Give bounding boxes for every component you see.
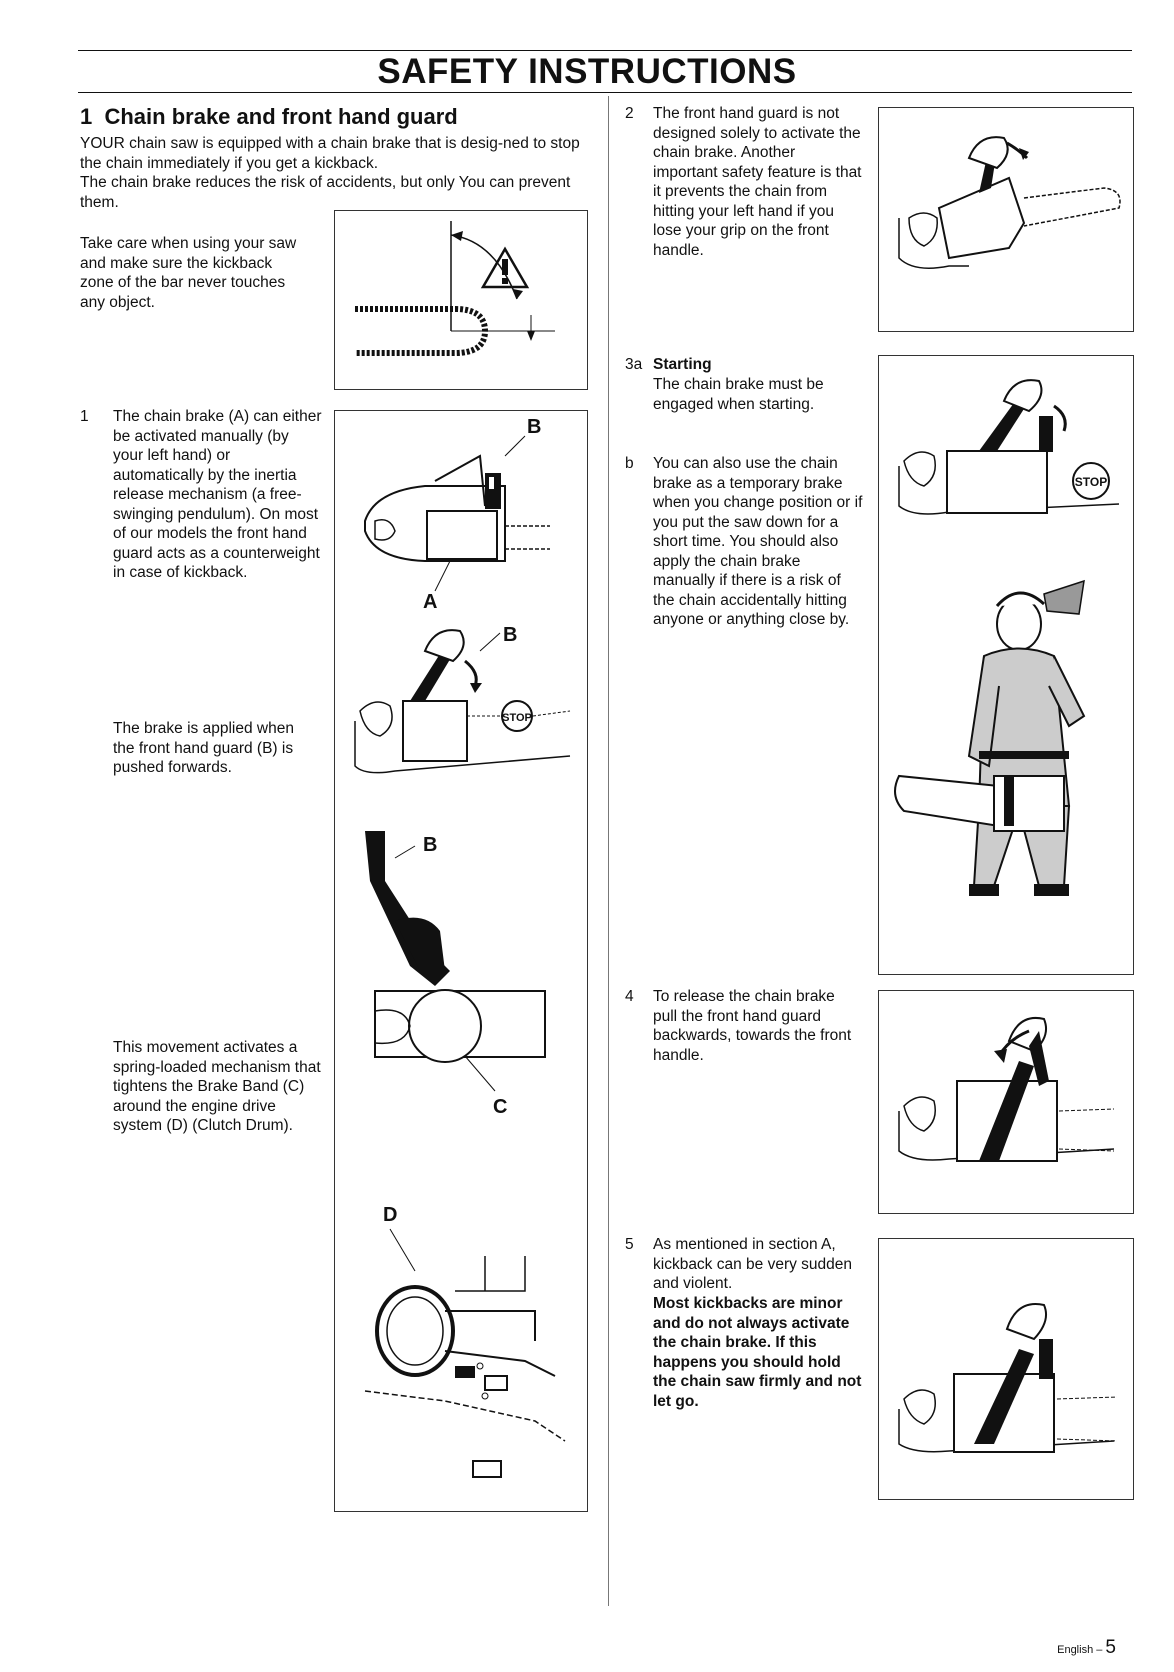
item-5-text: As mentioned in section A, kickback can be very sudden and violent. <box>653 1236 853 1292</box>
label-b-top: B <box>527 416 542 438</box>
item-2-number: 2 <box>625 105 634 122</box>
page-footer: English – 5 <box>1057 1637 1116 1658</box>
brake-band-drawing <box>365 831 545 1118</box>
item-3a-number: 3a <box>625 356 643 373</box>
item-1-text: The chain brake (A) can either be activated manually (by your left hand) or automatically by the inertia release mechanism (a free-swinging pendulum). On most of our models the front hand guard acts as a counterweight in case of kickback. <box>113 408 322 581</box>
release-brake-figure <box>878 990 1134 1214</box>
item-1-number: 1 <box>80 408 89 425</box>
label-a: A <box>423 591 438 613</box>
clutch-drum-drawing <box>365 1204 565 1477</box>
label-b-middle: B <box>503 624 518 646</box>
section-title: Chain brake and front hand guard <box>104 104 458 129</box>
footer-language: English <box>1057 1644 1094 1656</box>
spring-mechanism-text: This movement activates a spring-loaded mechanism that tightens the Brake Band (C) around the engine drive system (D) (Clutch Drum). <box>113 1039 321 1134</box>
intro-paragraph-2: The chain brake reduces the risk of accidents, but only You can prevent them. <box>80 174 571 211</box>
item-3b-number: b <box>625 455 634 472</box>
label-b-bottom: B <box>423 834 438 856</box>
item-4-number: 4 <box>625 988 634 1005</box>
column-divider <box>608 96 609 1606</box>
stop-sign-label-2: STOP <box>1074 475 1108 489</box>
header-bottom-rule <box>78 92 1132 93</box>
section-number: 1 <box>80 104 93 129</box>
label-c: C <box>493 1096 508 1118</box>
item-5-number: 5 <box>625 1236 634 1253</box>
section-heading <box>80 104 458 130</box>
item-3a-text: The chain brake must be engaged when starting. <box>653 376 824 413</box>
starting-figure <box>878 355 1134 975</box>
chain-brake-figures-frame <box>334 410 588 1512</box>
brake-applied-text: The brake is applied when the front hand guard (B) is pushed forwards. <box>113 720 294 776</box>
page-title: SAFETY INSTRUCTIONS <box>377 52 797 91</box>
stop-sign-label: STOP <box>502 712 532 724</box>
page-number: 5 <box>1105 1637 1116 1658</box>
item-4-text: To release the chain brake pull the front hand guard backwards, towards the front handle. <box>653 988 852 1064</box>
label-d: D <box>383 1204 398 1226</box>
hand-guard-push-drawing <box>355 624 570 773</box>
hand-protection-figure <box>878 107 1134 332</box>
item-5-warning: Most kickbacks are minor and do not always activate the chain brake. If this happens you should hold the chain saw firmly and not let go. <box>653 1295 862 1410</box>
item-3a-title: Starting <box>653 356 712 373</box>
kickback-hold-figure <box>878 1238 1134 1500</box>
intro-paragraph-1: YOUR chain saw is equipped with a chain brake that is desig-ned to stop the chain immediately if you get a kickback. <box>80 135 580 172</box>
kickback-zone-figure <box>334 210 588 390</box>
kickback-care-text: Take care when using your saw and make sure the kickback zone of the bar never touches any object. <box>80 235 297 311</box>
item-2-text: The front hand guard is not designed solely to activate the chain brake. Another important safety feature is that it prevents the chain from hitting your left hand if you lose your grip on the front handle. <box>653 105 862 259</box>
item-3b-text: You can also use the chain brake as a temporary brake when you change position or if you put the saw down for a short time. You should also apply the chain brake manually if there is a risk of the chain accidentally hitting anyone or anything close by. <box>653 455 863 628</box>
saw-brake-a-b-drawing <box>365 416 550 613</box>
header-top-rule <box>78 50 1132 51</box>
